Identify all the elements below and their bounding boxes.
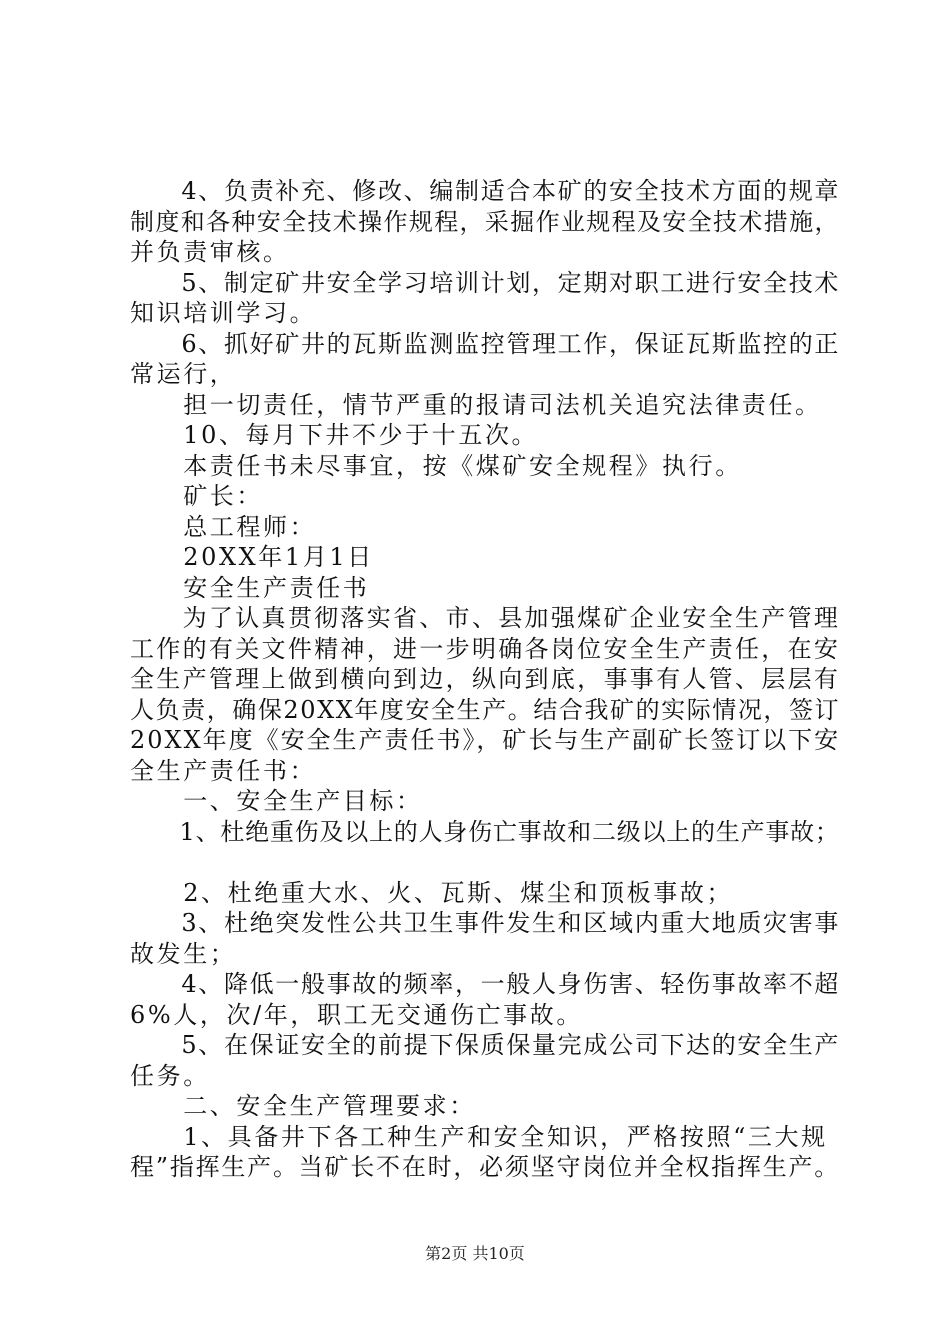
text-line: 矿长： [130, 482, 263, 510]
text-line: 制度和各种安全技术操作规程，采掘作业规程及安全技术措施， [130, 208, 840, 236]
text-line: 6、抓好矿井的瓦斯监测监控管理工作，保证瓦斯监控的正 [130, 330, 841, 358]
text-line: 3、杜绝突发性公共卫生事件发生和区域内重大地质灾害事 [130, 909, 841, 937]
text-line: 人负责，确保20XX年度安全生产。结合我矿的实际情况，签订 [130, 696, 841, 724]
text-line: 6%人，次/年，职工无交通伤亡事故。 [130, 1001, 583, 1029]
heading-line: 一、安全生产目标： [130, 787, 423, 815]
text-line: 1、杜绝重伤及以上的人身伤亡事故和二级以上的生产事故； [130, 818, 840, 846]
text-line: 全生产管理上做到横向到边，纵向到底，事事有人管、层层有 [130, 665, 841, 693]
text-line: 1、具备井下各工种生产和安全知识，严格按照“三大规 [130, 1123, 828, 1151]
text-line: 2、杜绝重大水、火、瓦斯、煤尘和顶板事故； [130, 879, 734, 907]
text-line: 并负责审核。 [130, 238, 290, 266]
page-number-footer: 第2页 共10页 [425, 1244, 525, 1263]
text-line: 5、在保证安全的前提下保质保量完成公司下达的安全生产 [130, 1031, 841, 1059]
text-line: 为了认真贯彻落实省、市、县加强煤矿企业安全生产管理 [130, 604, 841, 632]
text-line: 知识培训学习。 [130, 299, 317, 327]
text-line: 故发生； [130, 940, 237, 968]
date-line: 20XX年1月1日 [130, 543, 374, 571]
text-line: 10、每月下井不少于十五次。 [130, 421, 539, 449]
text-line: 任务。 [130, 1062, 210, 1090]
text-line: 本责任书未尽事宜，按《煤矿安全规程》执行。 [130, 452, 742, 480]
text-line: 4、负责补充、修改、编制适合本矿的安全技术方面的规章 [130, 177, 841, 205]
text-line: 工作的有关文件精神，进一步明确各岗位安全生产责任，在安 [130, 635, 841, 663]
section-title: 安全生产责任书 [130, 574, 370, 602]
text-line: 全生产责任书： [130, 757, 317, 785]
text-line: 4、降低一般事故的频率，一般人身伤害、轻伤事故率不超 [130, 970, 841, 998]
text-line: 担一切责任，情节严重的报请司法机关追究法律责任。 [130, 391, 822, 419]
text-line: 常运行， [130, 360, 237, 388]
text-line: 程”指挥生产。当矿长不在时，必须坚守岗位并全权指挥生产。 [130, 1153, 841, 1181]
text-line: 5、制定矿井安全学习培训计划，定期对职工进行安全技术 [130, 269, 841, 297]
text-line: 20XX年度《安全生产责任书》，矿长与生产副矿长签订以下安 [130, 726, 841, 754]
heading-line: 二、安全生产管理要求： [130, 1092, 476, 1120]
text-line: 总工程师： [130, 513, 317, 541]
